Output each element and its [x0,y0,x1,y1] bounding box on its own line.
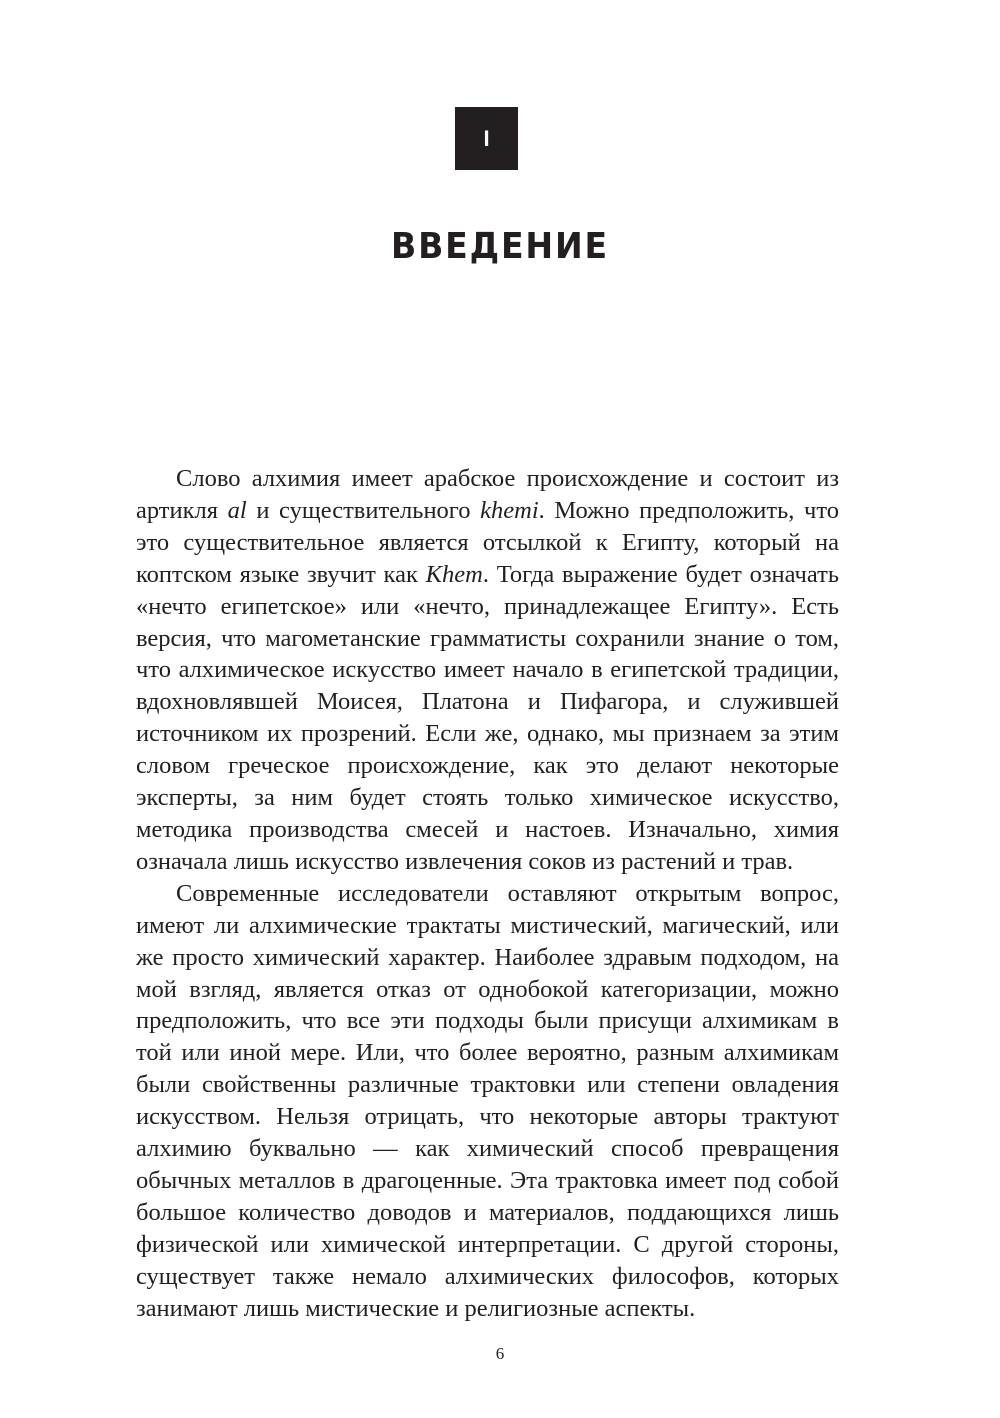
paragraph-1 [136,463,839,878]
italic-term-khemi: khemi [480,496,539,524]
page-number: 6 [495,1344,505,1363]
text-run: и существительного [246,496,481,524]
paragraph-2 [136,878,839,1325]
chapter-title: ВВЕДЕНИЕ [390,226,610,267]
text-run: Современные исследователи оставляют открытым вопрос, имеют ли алхимические трактаты мистический, магический, или же просто химический характер. Наиболее здравым подходом, на мой взгляд, является отказ от однобокой категоризации, можно предположить, что все эти подходы были присущи алхимикам в той или иной мере. Или, что более вероятно, разным алхимикам были свойственны различные трактовки или степени овладения искусством. Нельзя отрицать, что некоторые авторы трактуют алхимию буквально — как химический способ превращения обычных металлов в драгоценные. Эта трактовка имеет под собой большое количество доводов и материалов, поддающихся лишь физической или химической интерпретации. С другой стороны, существует также немало алхимических философов, которых занимают лишь мистические и религиозные аспекты. [136,879,839,1322]
text-run: . Тогда выражение будет означать «нечто египетское» или «нечто, принадлежащее Египту». Есть версия, что магометанские грамматисты сохранили знание о том, что алхимическое искусство имеет начало в египетской традиции, вдохновлявшей Моисея, Платона и Пифагора, и служившей источником их прозрений. Если же, однако, мы признаем за этим словом греческое происхождение, как это делают некоторые эксперты, за ним будет стоять только химическое искусство, методика производства смесей и настоев. Изначально, химия означала лишь искусство извлечения соков из растений и трав. [136,560,840,875]
italic-term-al: al [227,496,247,524]
body-text [136,463,839,1324]
chapter-number-badge [455,107,518,170]
text-run: . Можно предположить, что это существительное является отсылкой к Египту, который на коптском языке звучит как [136,496,839,588]
text-run: Слово алхимия имеет арабское происхождение и состоит из артикля [136,465,839,524]
chapter-number: I [483,125,490,151]
italic-term-khem: Khem [425,560,483,588]
